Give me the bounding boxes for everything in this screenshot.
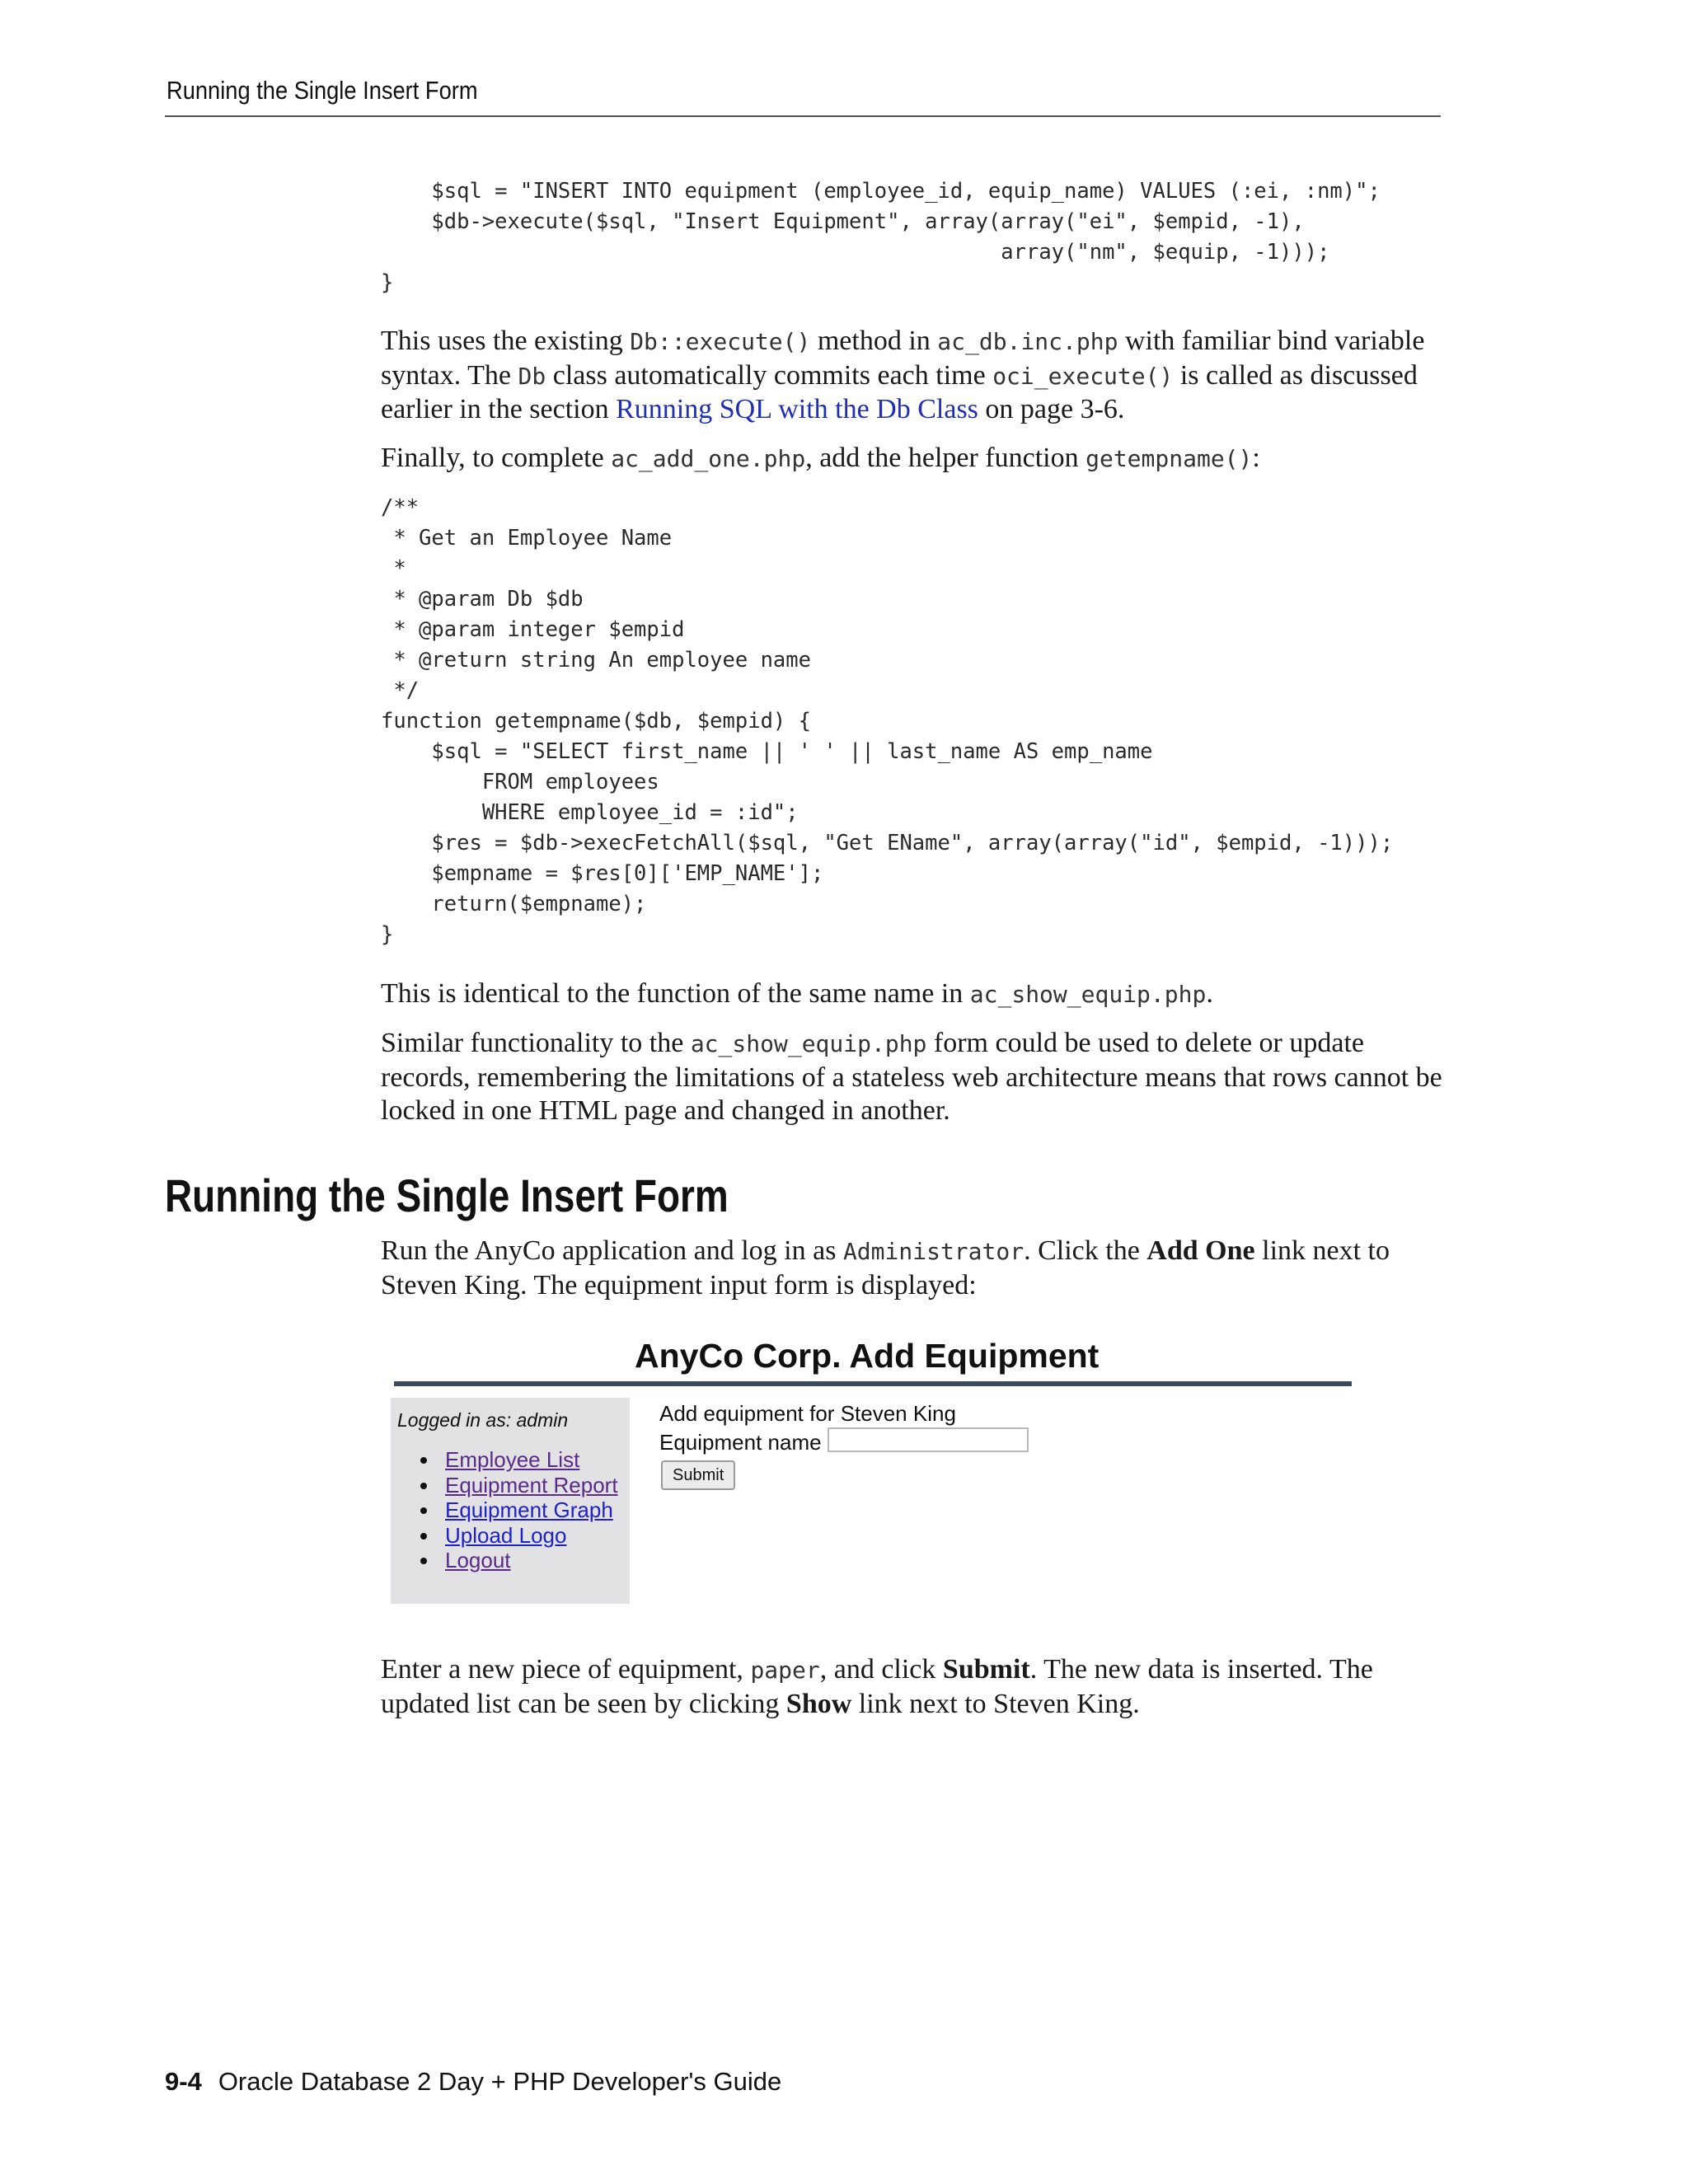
text-span: This is identical to the function of the same name in [381,978,970,1009]
employee-list-link[interactable]: Employee List [445,1447,580,1472]
form-heading: Add equipment for Steven King [659,1401,956,1426]
paragraph-identical [381,977,1444,1012]
nav-item-equipment-graph [420,1497,618,1523]
paragraph-db-execute [381,325,1444,427]
text-span: method in [810,326,938,356]
code-block-getempname [381,493,1444,950]
paragraph-text [381,977,1444,1012]
code-getempname: /** * Get an Employee Name * * @param Db $db * @param integer $empid * @return string An employee name */ function getempname($db, $empid) { $sql = "SELECT first_name || ' ' || last_name AS emp_name FROM employees WHERE employee_id = :id"; $res = $db->execFetchAll($sql, "Get EName", array(array("id", $empid, -1))); $empname = $res[0]['EMP_NAME']; return($empname); } [381,495,1394,947]
submit-button[interactable]: Submit [661,1460,735,1490]
bold-span: Add One [1146,1235,1255,1266]
code-insert: $sql = "INSERT INTO equipment (employee_id, equip_name) VALUES (:ei, :nm)"; $db->execute($sql, "Insert Equipment", array(array("ei", $empid, -1), array("nm", $equip, -1))); } [381,179,1381,295]
text-span: link next to Steven King. [851,1688,1140,1719]
text-span: is called as discussed earlier in the section [381,359,1418,424]
text-span: . The new data is inserted. The updated list can be seen by clicking [381,1654,1373,1719]
text-span: Enter a new piece of equipment, [381,1654,751,1685]
nav-item-equipment-report [420,1473,618,1498]
paragraph-enter-equipment [381,1653,1444,1721]
paragraph-text [381,1235,1444,1302]
equipment-name-label: Equipment name [659,1430,822,1455]
code-span: ac_db.inc.php [937,328,1118,355]
code-span: paper [750,1657,820,1684]
text-span: , and click [819,1654,943,1685]
code-block-insert [381,176,1444,298]
code-span: Administrator [842,1238,1025,1265]
text-span: , add the helper function [805,443,1086,473]
text-span: form could be used to delete or update records, remembering the limitations of a stateless web architecture means that rows cannot be locked in one HTML page and changed in another. [381,1028,1442,1126]
paragraph-text [381,442,1444,476]
code-span: Db [518,362,546,390]
text-span: : [1252,443,1260,473]
paragraph-text [381,325,1444,427]
code-span: ac_show_equip.php [690,1030,927,1057]
book-title: Oracle Database 2 Day + PHP Developer's Guide [218,2067,782,2096]
upload-logo-link[interactable]: Upload Logo [445,1522,567,1548]
text-span: Finally, to complete [381,443,612,473]
nav-item-logout [420,1548,618,1573]
nav-item-employee-list [420,1447,618,1473]
add-equipment-screenshot [387,1327,1360,1607]
section-heading: Running the Single Insert Form [165,1169,729,1221]
text-span: class automatically commits each time [546,359,993,391]
text-span: This uses the existing [381,326,631,356]
logged-in-text: Logged in as: admin [397,1409,569,1431]
screenshot-title-rule [394,1381,1352,1386]
page-number: 9-4 [165,2067,202,2096]
paragraph-run-anyco [381,1235,1444,1302]
header-rule [165,115,1441,117]
code-span: getempname() [1085,445,1253,472]
screenshot-title: AnyCo Corp. Add Equipment [635,1337,1100,1375]
text-span: Run the AnyCo application and log in as [381,1235,843,1266]
sidebar-nav [420,1447,618,1573]
text-span: link next to Steven King. The equipment input form is displayed: [381,1235,1390,1301]
equipment-graph-link[interactable]: Equipment Graph [445,1497,613,1522]
code-span: oci_execute() [992,362,1174,390]
nav-item-upload-logo [420,1523,618,1549]
text-span: . [1206,978,1213,1009]
paragraph-text [381,1653,1444,1721]
logout-link[interactable]: Logout [445,1548,511,1572]
text-span: with familiar bind variable syntax. The [381,326,1425,391]
equipment-report-link[interactable]: Equipment Report [445,1472,618,1497]
paragraph-text [381,1027,1444,1128]
code-span: ac_show_equip.php [969,981,1207,1008]
text-span: Similar functionality to the [381,1028,691,1058]
bold-span: Submit [942,1654,1030,1685]
paragraph-helper-function [381,442,1444,476]
code-span: Db::execute() [630,328,811,355]
text-span: . Click the [1024,1235,1147,1266]
text-span: on page 3-6. [978,394,1125,424]
link-running-sql-db-class[interactable]: Running SQL with the Db Class [616,394,978,424]
screenshot-sidebar [391,1398,630,1604]
paragraph-similar-functionality [381,1027,1444,1128]
bold-span: Show [785,1688,852,1719]
page-footer [165,2067,781,2097]
running-head: Running the Single Insert Form [166,76,478,105]
code-span: ac_add_one.php [611,445,806,472]
equipment-name-input[interactable] [828,1427,1029,1452]
